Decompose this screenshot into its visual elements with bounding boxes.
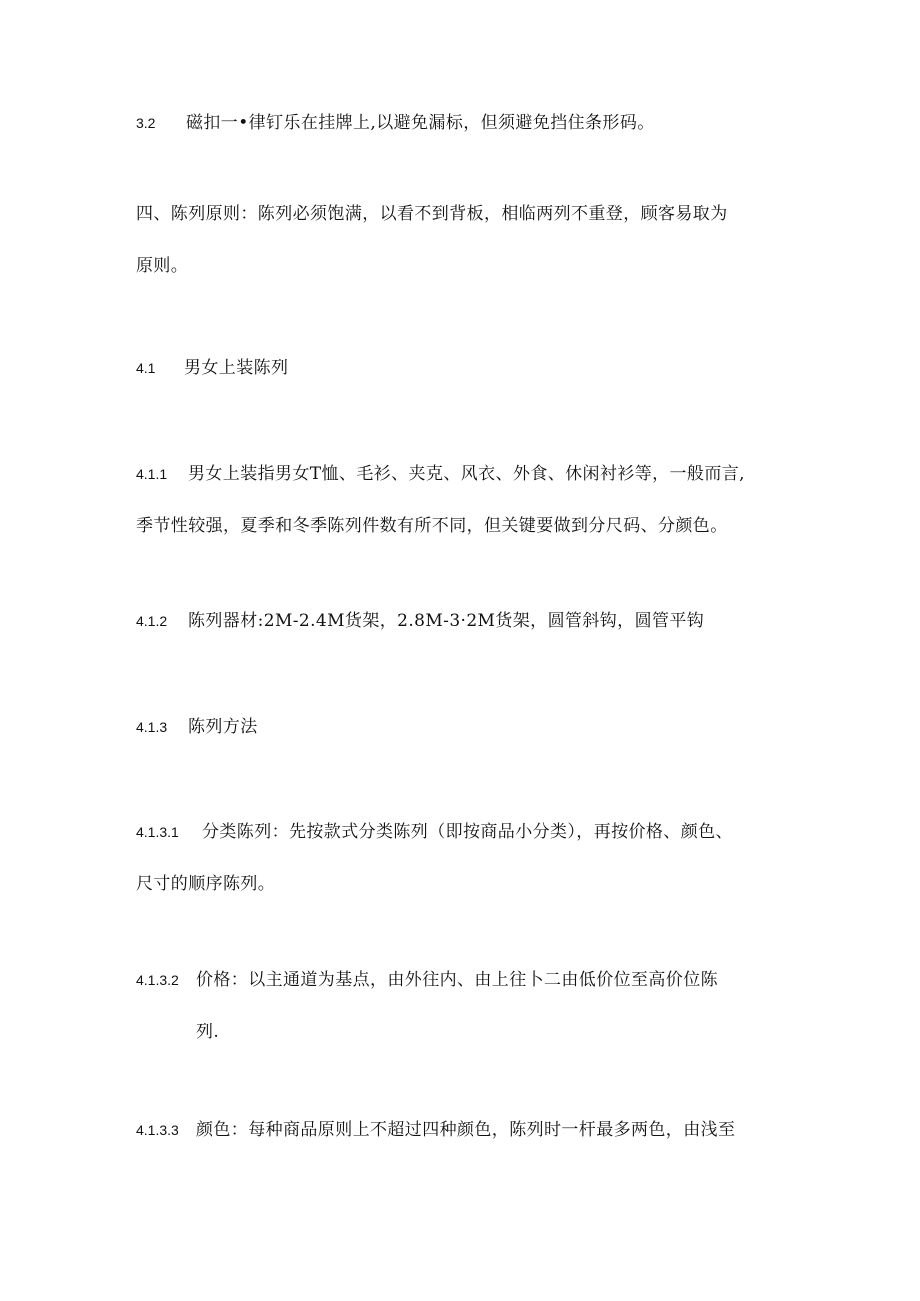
paragraph-principle: [136, 204, 796, 276]
paragraph-text: 磁扣一•律钉乐在挂牌上,以避免漏标，但须避免挡住条形码。: [186, 113, 655, 133]
section-number: 4.1.3.3: [136, 1122, 179, 1138]
heading-4-1-3: [136, 717, 796, 737]
paragraph-text: 四、陈列原则：陈列必须饱满，以看不到背板，相临两列不重登，顾客易取为: [136, 204, 728, 224]
heading-text: 陈列方法: [188, 717, 258, 737]
paragraph-text: 陈列器材:2M-2.4M货架，2.8M-3·2M货架，圆管斜钩，圆管平钩: [188, 611, 705, 631]
paragraph-line: [136, 717, 796, 737]
paragraph-line: [136, 358, 796, 378]
paragraph-text: 分类陈列：先按款式分类陈列（即按商品小分类），再按价格、颜色、: [202, 822, 733, 842]
paragraph-text: 男女上装指男女T恤、毛衫、夹克、风衣、外食、休闲衬衫等，一般而言,: [188, 464, 745, 484]
paragraph-4-1-2: [136, 611, 796, 631]
paragraph-line: [136, 1120, 796, 1140]
paragraph-line: [136, 822, 796, 842]
paragraph-text: 颜色：每种商品原则上不超过四种颜色，陈列时一杆最多两色，由浅至: [196, 1120, 736, 1140]
section-number: 4.1.2: [136, 613, 168, 629]
paragraph-4-1-3-2: [136, 970, 796, 1042]
paragraph-line: [136, 464, 796, 484]
paragraph-line: [136, 611, 796, 631]
section-number: 4.1: [136, 360, 156, 376]
paragraph-continuation: 原则。: [136, 256, 189, 276]
section-number: 4.1.3.2: [136, 972, 179, 988]
section-number: 4.1.1: [136, 466, 168, 482]
paragraph-continuation: 列.: [196, 1022, 220, 1042]
heading-4-1: [136, 358, 796, 378]
heading-text: 男女上装陈列: [184, 358, 289, 378]
paragraph-continuation: 季节性较强，夏季和冬季陈列件数有所不同，但关键要做到分尺码、分颜色。: [136, 516, 728, 536]
paragraph-4-1-3-3: [136, 1120, 796, 1140]
paragraph-3-2: [136, 113, 796, 133]
paragraph-4-1-3-1: [136, 822, 796, 894]
section-number: 4.1.3: [136, 719, 168, 735]
paragraph-text: 价格：以主通道为基点，由外往内、由上往卜二由低价位至高价位陈: [196, 970, 718, 990]
section-number: 3.2: [136, 115, 156, 131]
section-number: 4.1.3.1: [136, 824, 179, 840]
paragraph-continuation: 尺寸的顺序陈列。: [136, 874, 276, 894]
paragraph-line: [136, 204, 796, 224]
paragraph-line: [136, 113, 796, 133]
paragraph-4-1-1: [136, 464, 796, 536]
paragraph-line: [136, 970, 796, 990]
